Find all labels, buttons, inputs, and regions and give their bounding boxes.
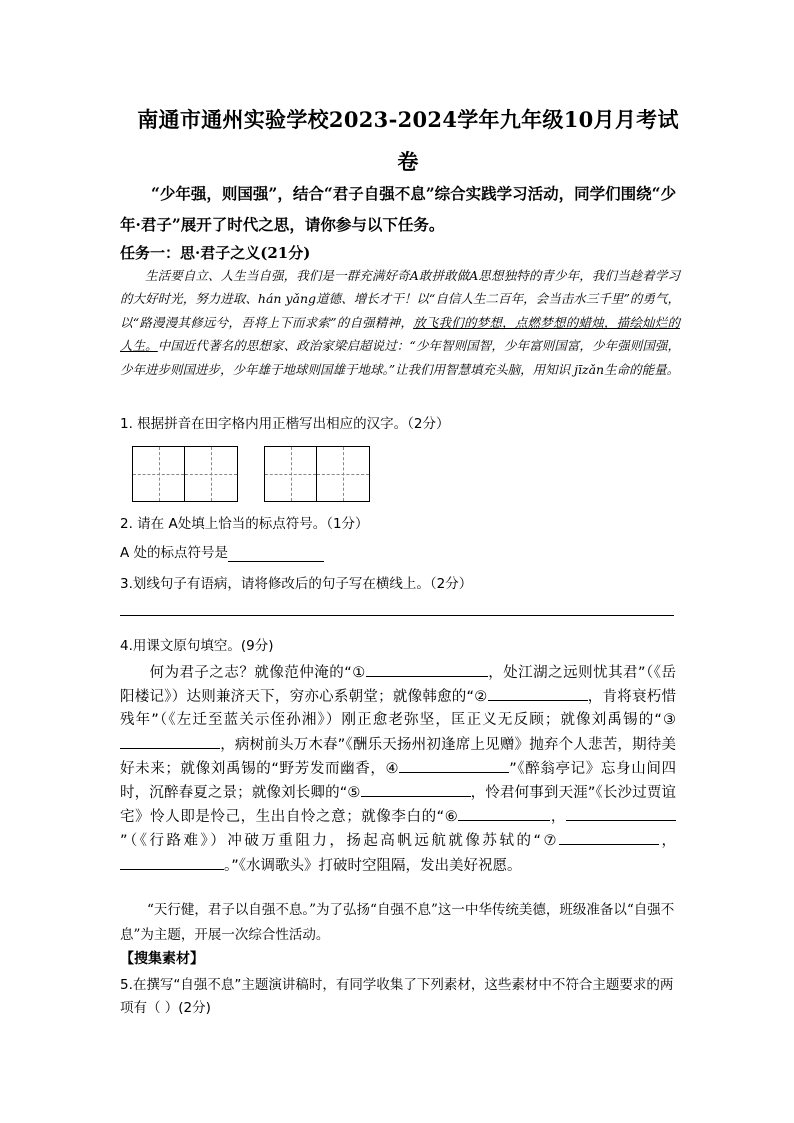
question-4-body	[120, 661, 676, 878]
fill-text: ”（《行路难》）冲破万重阻力，扬起高帆远航就像苏轼的“⑦	[120, 833, 559, 850]
task-heading: 任务一：思·君子之义(21分)	[120, 244, 311, 262]
passage-text-rest: 中国近代著名的思想家、政治家梁启超说过：“少年智则国智，少年富则国富，少年强则国强，少年进步则国进步，少年雄于地球则国雄于地球。”让我们用智慧填充头脑，用知识 jīzǎn生命的能量。	[120, 338, 680, 377]
fill-text: ，肯将衰朽惜残年”（《左迁至蓝关示侄孙湘》）刚正愈老弥坚，匡正义无反顾；就像刘禹锡的“③	[120, 689, 676, 729]
grid-cell[interactable]	[185, 447, 237, 501]
question-3: 3.划线句子有语病，请将修改后的句子写在横线上。（2分）	[120, 576, 473, 592]
writing-grid-1[interactable]	[132, 446, 238, 502]
question-2: 2. 请在 A处填上恰当的标点符号。（1分）	[120, 516, 369, 532]
fill-text: ，	[658, 833, 676, 850]
question-1: 1. 根据拼音在田字格内用正楷写出相应的汉字。（2分）	[120, 416, 450, 432]
blank-7b[interactable]	[120, 854, 224, 870]
fill-text: ，处江湖之远则忧其君”（《岳阳楼记》）达则兼济天下，穷亦心系朝堂；就像韩愈的“②	[120, 665, 676, 706]
answer-line[interactable]	[120, 615, 674, 616]
underlined-sentence: 放飞我们的梦想，点燃梦想的蜡烛，描绘灿烂的人生。	[120, 314, 680, 354]
blank-4[interactable]	[399, 757, 509, 773]
grid-cell[interactable]	[317, 447, 369, 501]
question-2-answer	[120, 541, 324, 562]
fill-text: ”《醉翁亭记》忘身山间四时，沉醉春夏之景；就像刘长卿的“⑤	[120, 760, 676, 802]
intro-paragraph: “少年强，则国强”，结合“君子自强不息”综合实践学习活动，同学们围绕“少年·君子”展开了时代之思，请你参与以下任务。	[120, 184, 677, 234]
fill-text: 何为君子之志？就像范仲淹的“①	[149, 665, 366, 681]
exam-title: 南通市通州实验学校2023-2024学年九年级10月月考试	[137, 107, 679, 132]
fill-text: 。”《水调歌头》打破时空阻隔，发出美好祝愿。	[224, 857, 522, 874]
reading-passage	[120, 264, 680, 381]
section-heading: 【搜集素材】	[120, 951, 204, 967]
question-4: 4.用课文原句填空。(9分)	[120, 638, 274, 654]
answer-label: A 处的标点符号是	[120, 545, 229, 561]
fill-text: ，怜君何事到天涯”《长沙过贾谊宅》怜人即是怜己，生出自怜之意；就像李白的“⑥	[120, 785, 677, 826]
answer-blank[interactable]	[228, 545, 324, 562]
blank-6b[interactable]	[566, 805, 676, 821]
blank-7a[interactable]	[559, 829, 659, 845]
blank-3[interactable]	[120, 733, 220, 749]
activity-paragraph: “天行健，君子以自强不息。”为了弘扬“自强不息”这一中华传统美德，班级准备以“自强不息”为主题，开展一次综合性活动。	[120, 902, 675, 943]
writing-grid-2[interactable]	[264, 446, 370, 502]
blank-6a[interactable]	[458, 805, 550, 821]
exam-title-continued: 卷	[397, 149, 419, 174]
grid-cell[interactable]	[133, 447, 185, 501]
blank-1[interactable]	[366, 661, 488, 677]
blank-2[interactable]	[488, 685, 588, 701]
grid-cell[interactable]	[265, 447, 317, 501]
passage-text: 生活要自立、人生当自强，我们是一群充满好奇A敢拼敢做A思想独特的青少年，我们当趁着学习的大好时光，努力进取、hán yǎng道德、增长才干！以“自信人生二百年，会当击水三千里”的勇气，以“路漫漫其修远兮，吾将上下而求索”的自强精神，	[120, 268, 680, 330]
question-5: 5.在撰写“自强不息”主题演讲稿时，有同学收集了下列素材，这些素材中不符合主题要求的两项有（ ）(2分)	[120, 977, 674, 1016]
fill-text: ，病树前头万木春”《酬乐天扬州初逢席上见赠》抛弃个人悲苦，期待美好未来；就像刘禹锡的“野芳发而幽香，④	[120, 736, 676, 777]
blank-5[interactable]	[361, 781, 471, 797]
fill-text: ，	[550, 809, 567, 826]
